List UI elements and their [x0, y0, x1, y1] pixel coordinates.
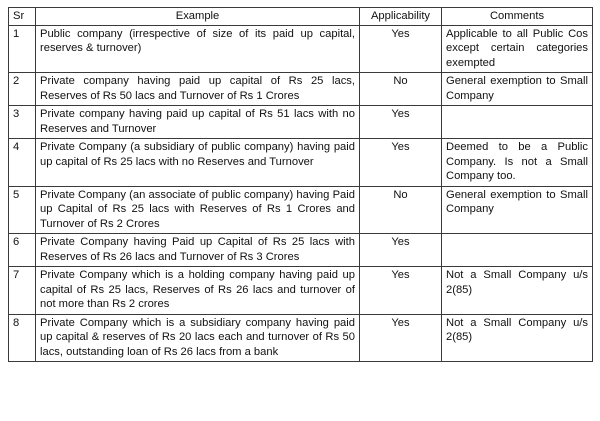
row-sr: 5 — [9, 186, 36, 234]
table-row — [9, 234, 593, 267]
row-example: Private company having paid up capital of Rs 51 lacs with no Reserves and Turnover — [36, 106, 360, 139]
row-example: Private Company which is a subsidiary company having paid up capital & reserves of Rs 20 lacs each and turnover of Rs 50 lacs, outstanding loan of Rs 26 lacs from a bank — [36, 314, 360, 362]
header-row — [9, 8, 593, 26]
table-row — [9, 25, 593, 73]
row-applicability: Yes — [360, 106, 442, 139]
row-applicability: Yes — [360, 234, 442, 267]
row-example: Private Company (an associate of public company) having Paid up Capital of Rs 25 lacs with Reserves of Rs 1 Crores and Turnover of Rs 2 Crores — [36, 186, 360, 234]
header-sr: Sr — [9, 8, 36, 26]
row-comments: Not a Small Company u/s 2(85) — [442, 267, 593, 315]
table-row — [9, 267, 593, 315]
row-comments — [442, 106, 593, 139]
row-comments: General exemption to Small Company — [442, 73, 593, 106]
header-applicability: Applicability — [360, 8, 442, 26]
row-applicability: No — [360, 186, 442, 234]
table-row — [9, 139, 593, 187]
row-example: Private Company which is a holding company having paid up capital of Rs 25 lacs, Reserves of Rs 26 lacs and turnover of not more than Rs 2 crores — [36, 267, 360, 315]
table-row — [9, 73, 593, 106]
row-sr: 4 — [9, 139, 36, 187]
row-applicability: Yes — [360, 314, 442, 362]
row-applicability: Yes — [360, 267, 442, 315]
row-sr: 1 — [9, 25, 36, 73]
row-sr: 7 — [9, 267, 36, 315]
table-row — [9, 106, 593, 139]
row-applicability: No — [360, 73, 442, 106]
row-comments: General exemption to Small Company — [442, 186, 593, 234]
applicability-table — [8, 7, 593, 362]
row-sr: 3 — [9, 106, 36, 139]
row-example: Private Company having Paid up Capital of Rs 25 lacs with Reserves of Rs 26 lacs and Turnover of Rs 3 Crores — [36, 234, 360, 267]
row-comments: Not a Small Company u/s 2(85) — [442, 314, 593, 362]
row-example: Public company (irrespective of size of its paid up capital, reserves & turnover) — [36, 25, 360, 73]
row-example: Private company having paid up capital of Rs 25 lacs, Reserves of Rs 50 lacs and Turnover of Rs 1 Crores — [36, 73, 360, 106]
header-comments: Comments — [442, 8, 593, 26]
row-comments — [442, 234, 593, 267]
row-sr: 8 — [9, 314, 36, 362]
header-example: Example — [36, 8, 360, 26]
row-comments: Deemed to be a Public Company. Is not a Small Company too. — [442, 139, 593, 187]
row-sr: 2 — [9, 73, 36, 106]
row-comments: Applicable to all Public Cos except certain categories exempted — [442, 25, 593, 73]
row-applicability: Yes — [360, 25, 442, 73]
table-row — [9, 314, 593, 362]
row-applicability: Yes — [360, 139, 442, 187]
row-example: Private Company (a subsidiary of public company) having paid up capital of Rs 25 lacs with no Reserves and Turnover — [36, 139, 360, 187]
row-sr: 6 — [9, 234, 36, 267]
table-row — [9, 186, 593, 234]
